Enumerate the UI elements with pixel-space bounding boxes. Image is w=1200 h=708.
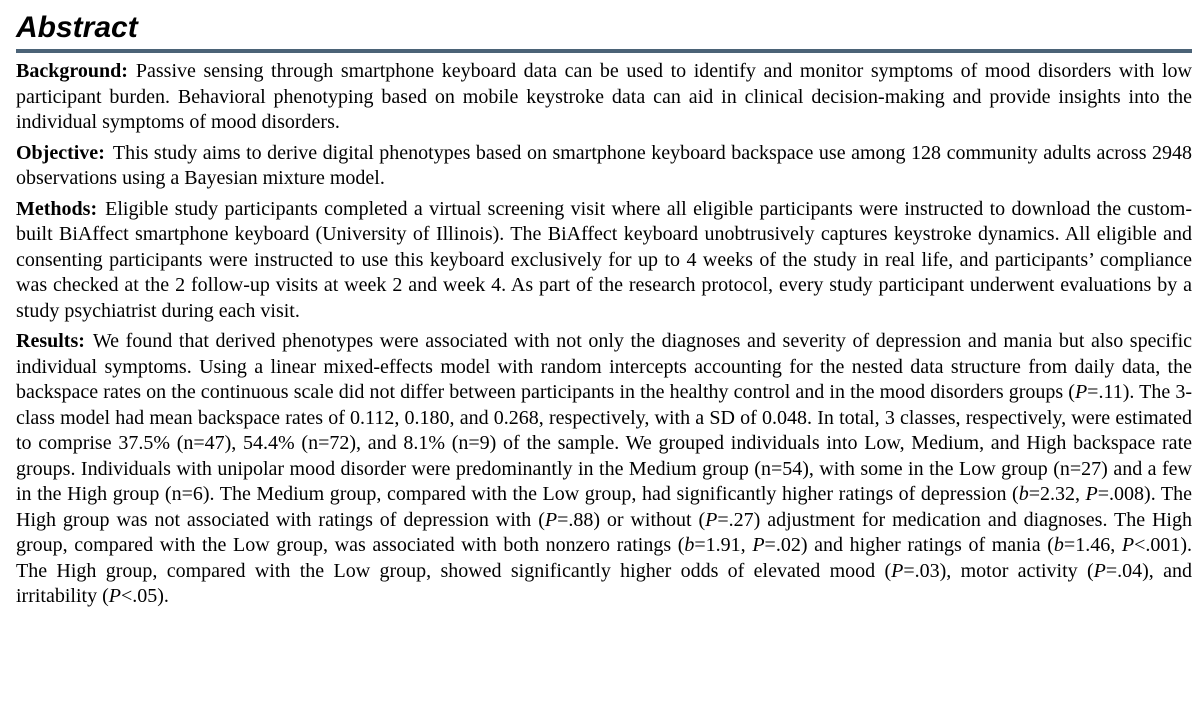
stat-symbol: P <box>1121 534 1135 556</box>
results-text-part: =2.32, <box>1028 483 1086 505</box>
results-text-part: =.03), motor activity ( <box>903 559 1094 582</box>
results-text-part: <.05). <box>120 585 169 607</box>
stat-symbol: b <box>1018 483 1029 505</box>
objective-section <box>16 141 1192 192</box>
background-section <box>16 59 1192 136</box>
stat-symbol: b <box>1053 534 1064 556</box>
results-text-part: =1.91, <box>694 534 753 556</box>
objective-text: This study aims to derive digital phenotypes based on smartphone keyboard backspace use among 128 community adults across 2948 observations using a Bayesian mixture model. <box>16 141 1192 189</box>
stat-symbol: P <box>705 508 718 531</box>
results-text-part: =.27) adjustment for medication and diagnoses. The High group, compared with the Low group, was associated with both nonzero ratings ( <box>16 508 1192 556</box>
abstract-container <box>16 0 1192 615</box>
results-text-part: We found that derived phenotypes were associated with not only the diagnoses and severity of depression and mania but also specific individual symptoms. Using a linear mixed-effects model with random intercepts accounting for the nested data structure from daily data, the backspace rates on the continuous scale did not differ between participants in the healthy control and in the mood disorders groups ( <box>16 330 1192 403</box>
results-label: Results: <box>16 330 85 352</box>
stat-symbol: b <box>684 534 695 556</box>
abstract-heading: Abstract <box>16 11 138 44</box>
results-text-part: =.04), and irritability ( <box>16 559 1192 607</box>
methods-section <box>16 197 1192 325</box>
results-text-part: =.02) and higher ratings of mania ( <box>764 534 1054 556</box>
results-text-part: =1.46, <box>1063 534 1122 556</box>
stat-symbol: P <box>891 559 904 582</box>
stat-symbol: P <box>1093 559 1106 582</box>
stat-symbol: P <box>1074 381 1088 403</box>
results-text-part: =.11). The 3-class model had mean backspace rates of 0.112, 0.180, and 0.268, respectively, with a SD of 0.048. In total, 3 classes, respectively, were estimated to comprise 37.5% (n=47), 54.4% (n=72), and 8.1% (n=9) of the sample. We grouped individuals into Low, Medium, and High backspace rate groups. Individuals with unipolar mood disorder were predominantly in the Medium group (n=54), with some in the Low group (n=27) and a few in the High group (n=6). The Medium group, compared with the Low group, had significantly higher ratings of depression ( <box>16 381 1192 505</box>
methods-label: Methods: <box>16 197 98 220</box>
results-text-part: =.008). The High group was not associated with ratings of depression with ( <box>16 483 1193 531</box>
results-text-part: <.001). The High group, compared with the Low group, showed significantly higher odds of elevated mood ( <box>16 534 1193 582</box>
methods-text: Eligible study participants completed a virtual screening visit where all eligible participants were instructed to download the custom-built BiAffect smartphone keyboard (University of Illinois). The BiAffect keyboard unobtrusively captures keystroke dynamics. All eligible and consenting participants were instructed to use this keyboard exclusively for up to 4 weeks of the study in real life, and participants’ compliance was checked at the 2 follow-up visits at week 2 and week 4. As part of the research protocol, every study participant underwent evaluations by a study psychiatrist during each visit. <box>16 197 1192 322</box>
stat-symbol: P <box>1085 483 1098 505</box>
results-text <box>16 330 1192 607</box>
stat-symbol: P <box>544 508 558 531</box>
results-text-part: =.88) or without ( <box>557 508 706 531</box>
heading-divider <box>16 49 1192 53</box>
background-label: Background: <box>16 60 128 82</box>
stat-symbol: P <box>108 585 121 607</box>
stat-symbol: P <box>752 534 765 556</box>
background-text: Passive sensing through smartphone keyboard data can be used to identify and monitor symptoms of mood disorders with low participant burden. Behavioral phenotyping based on mobile keystroke data can aid in clinical decision-making and provide insights into the individual symptoms of mood disorders. <box>16 60 1192 133</box>
results-section <box>16 329 1192 610</box>
objective-label: Objective: <box>16 141 105 164</box>
